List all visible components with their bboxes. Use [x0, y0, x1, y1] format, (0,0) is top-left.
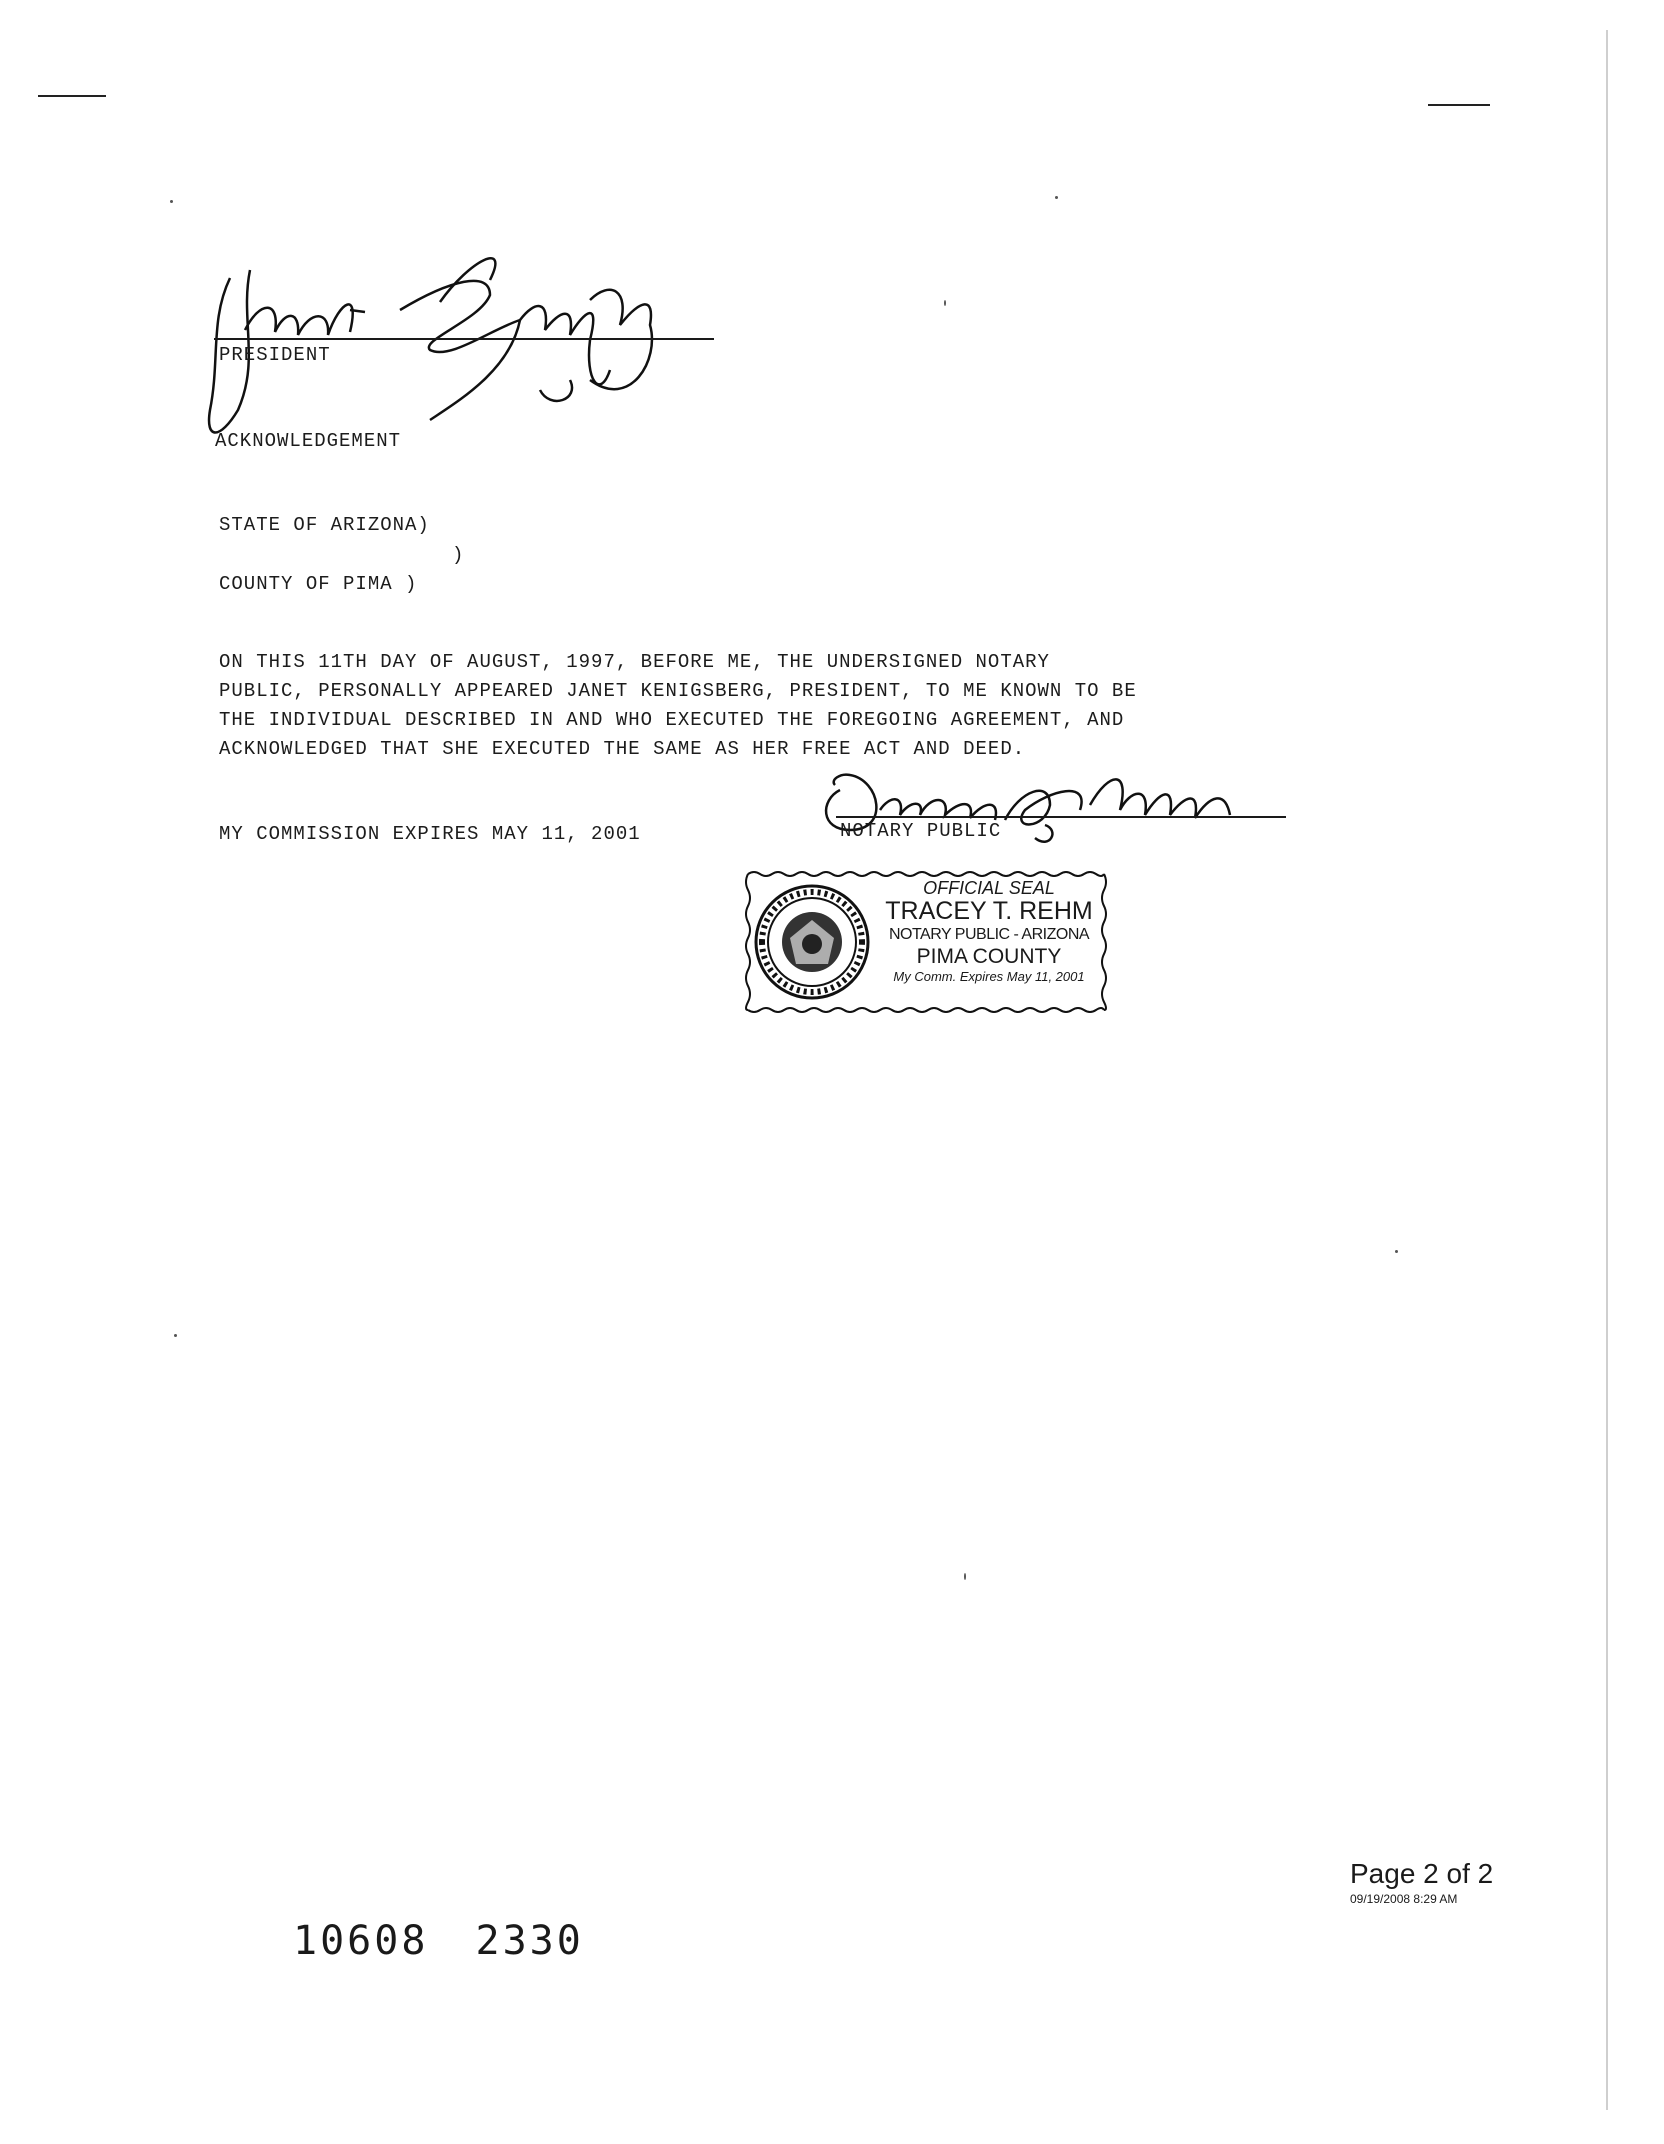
right-edge-line	[1606, 30, 1608, 2110]
seal-notary-name: TRACEY T. REHM	[885, 897, 1093, 925]
seal-expiration: My Comm. Expires May 11, 2001	[893, 969, 1085, 984]
seal-county: PIMA COUNTY	[916, 945, 1062, 968]
scan-speck	[1395, 1250, 1398, 1253]
scan-speck	[174, 1334, 177, 1337]
page-number: Page 2 of 2	[1350, 1858, 1494, 1889]
scan-speck	[170, 200, 173, 203]
print-timestamp: 09/19/2008 8:29 AM	[1350, 1892, 1458, 1906]
official-seal-stamp	[742, 868, 1110, 1016]
body-line: PUBLIC, PERSONALLY APPEARED JANET KENIGSBERG, PRESIDENT, TO ME KNOWN TO BE	[219, 680, 1137, 702]
seal-text-block	[874, 878, 1104, 985]
state-line: STATE OF ARIZONA)	[219, 514, 430, 536]
venue-paren: )	[452, 544, 465, 566]
body-line: THE INDIVIDUAL DESCRIBED IN AND WHO EXECUTED THE FOREGOING AGREEMENT, AND	[219, 709, 1125, 731]
seal-notary-state: NOTARY PUBLIC - ARIZONA	[888, 926, 1090, 943]
body-line: ON THIS 11TH DAY OF AUGUST, 1997, BEFORE ME, THE UNDERSIGNED NOTARY	[219, 651, 1050, 673]
seal-official-label: OFFICIAL SEAL	[923, 878, 1055, 898]
notary-signature-line	[836, 816, 1286, 818]
commission-expiration: MY COMMISSION EXPIRES MAY 11, 2001	[219, 823, 641, 845]
top-right-scan-mark	[1428, 104, 1490, 106]
notary-public-label: NOTARY PUBLIC	[840, 820, 1002, 842]
top-left-scan-mark	[38, 95, 106, 97]
scan-speck	[964, 1573, 966, 1580]
signer-title: PRESIDENT	[219, 344, 331, 366]
scan-speck	[944, 300, 946, 306]
acknowledgement-body	[219, 648, 1339, 764]
scan-speck	[1055, 196, 1058, 199]
body-line: ACKNOWLEDGED THAT SHE EXECUTED THE SAME AS HER FREE ACT AND DEED.	[219, 738, 1026, 760]
county-line: COUNTY OF PIMA )	[219, 573, 418, 595]
acknowledgement-heading: ACKNOWLEDGEMENT	[215, 430, 402, 452]
document-number: 10608 2330	[293, 1918, 584, 1964]
president-signature-line	[214, 338, 714, 340]
